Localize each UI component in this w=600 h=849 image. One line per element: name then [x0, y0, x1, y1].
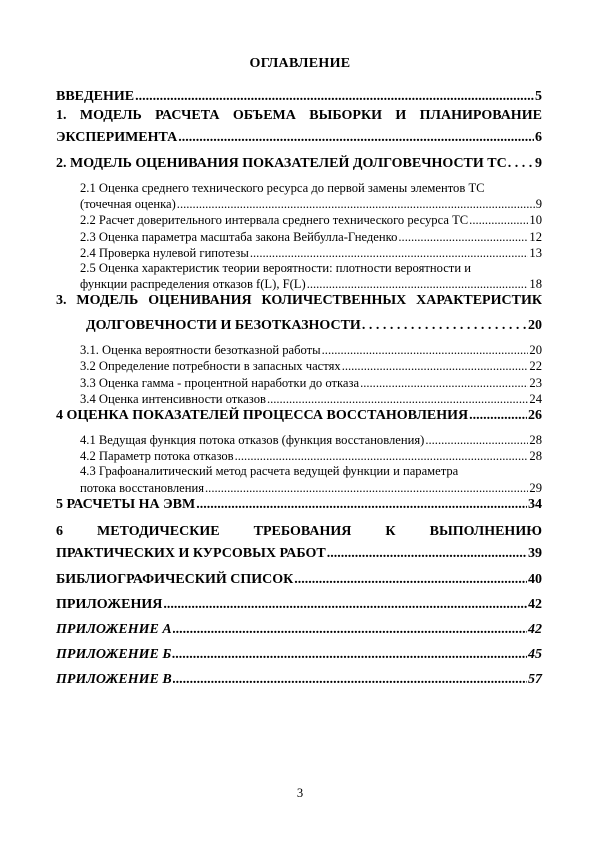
leader-dots: [163, 597, 527, 613]
leader-dots: [196, 497, 527, 513]
leader-dots: [267, 391, 528, 407]
toc-entry-2-4[interactable]: 2.4 Проверка нулевой гипотезы ..... 13: [80, 245, 542, 261]
leader-dots: [398, 229, 528, 245]
toc-entry-1[interactable]: ЭКСПЕРИМЕНТА ..... 6: [56, 130, 542, 146]
toc-entry-2-1-line1[interactable]: 2.1 Оценка среднего технического ресурса до первой замены элементов ТС: [80, 181, 485, 195]
leader-dots: [294, 572, 527, 588]
toc-entry-appendices[interactable]: ПРИЛОЖЕНИЯ ..... 42: [56, 597, 542, 613]
toc-entry-2-5[interactable]: функции распределения отказов f(L), F(L) ..... 18: [80, 276, 542, 292]
toc-entry-appendix-a[interactable]: ПРИЛОЖЕНИЕ А ..... 42: [56, 622, 542, 638]
toc-entry-3-2[interactable]: 3.2 Определение потребности в запасных частях ..... 22: [80, 358, 542, 374]
toc-entry-2-1[interactable]: (точечная оценка) ..... 9: [80, 196, 542, 212]
toc-entry-3[interactable]: ДОЛГОВЕЧНОСТИ И БЕЗОТКАЗНОСТИ . . . 20: [86, 318, 542, 334]
toc-entry-4-3-line1[interactable]: 4.3 Графоаналитический метод расчета ведущей функции и параметра: [80, 464, 459, 478]
toc-entry-4[interactable]: 4 ОЦЕНКА ПОКАЗАТЕЛЕЙ ПРОЦЕССА ВОССТАНОВЛЕНИЯ ..... 26: [56, 408, 542, 424]
leader-dots: [135, 89, 534, 105]
toc-entry-introduction[interactable]: ВВЕДЕНИЕ ..... 5: [56, 89, 542, 105]
leader-dots: [469, 408, 527, 424]
leader-dots: [177, 196, 535, 212]
toc-entry-bibliography[interactable]: БИБЛИОГРАФИЧЕСКИЙ СПИСОК ..... 40: [56, 572, 542, 588]
leader-dots: [250, 245, 529, 261]
toc-entry-4-3[interactable]: потока восстановления ..... 29: [80, 480, 542, 496]
leader-dots: [172, 647, 527, 663]
toc-entry-2-3[interactable]: 2.3 Оценка параметра масштаба закона Вейбулла-Гнеденко ..... 12: [80, 229, 542, 245]
toc-entry-3-4[interactable]: 3.4 Оценка интенсивности отказов ..... 24: [80, 391, 542, 407]
leader-dots: [173, 622, 527, 638]
toc-entry-2[interactable]: 2. МОДЕЛЬ ОЦЕНИВАНИЯ ПОКАЗАТЕЛЕЙ ДОЛГОВЕЧНОСТИ ТС . . . 9: [56, 156, 542, 172]
toc-entry-5[interactable]: 5 РАСЧЕТЫ НА ЭВМ ..... 34: [56, 497, 542, 513]
page-number: 3: [296, 786, 304, 800]
leader-dots: [508, 156, 534, 172]
toc-entry-3-1[interactable]: 3.1. Оценка вероятности безотказной работы ..... 20: [80, 342, 542, 358]
toc-entry-6[interactable]: ПРАКТИЧЕСКИХ И КУРСОВЫХ РАБОТ ..... 39: [56, 546, 542, 562]
toc-entry-3-line1[interactable]: 3. МОДЕЛЬ ОЦЕНИВАНИЯ КОЛИЧЕСТВЕННЫХ ХАРАКТЕРИСТИК: [56, 293, 542, 308]
leader-dots: [205, 480, 528, 496]
toc-entry-6-line1[interactable]: 6 МЕТОДИЧЕСКИЕ ТРЕБОВАНИЯ К ВЫПОЛНЕНИЮ: [56, 524, 542, 539]
toc-entry-2-2[interactable]: 2.2 Расчет доверительного интервала среднего технического ресурса ТС ..... 10: [80, 212, 542, 228]
toc-entry-appendix-b[interactable]: ПРИЛОЖЕНИЕ Б ..... 45: [56, 647, 542, 663]
toc-title: ОГЛАВЛЕНИЕ: [249, 56, 351, 71]
toc-entry-2-5-line1[interactable]: 2.5 Оценка характеристик теории вероятности: плотности вероятности и: [80, 261, 471, 275]
leader-dots: [322, 342, 529, 358]
toc-entry-1-line1[interactable]: 1. МОДЕЛЬ РАСЧЕТА ОБЪЕМА ВЫБОРКИ И ПЛАНИРОВАНИЕ: [56, 108, 542, 123]
leader-dots: [173, 672, 527, 688]
leader-dots: [178, 130, 534, 146]
toc-entry-4-2[interactable]: 4.2 Параметр потока отказов ..... 28: [80, 448, 542, 464]
leader-dots: [235, 448, 529, 464]
leader-dots: [307, 276, 529, 292]
leader-dots: [362, 318, 527, 334]
toc-entry-3-3[interactable]: 3.3 Оценка гамма - процентной наработки до отказа ..... 23: [80, 375, 542, 391]
leader-dots: [360, 375, 528, 391]
toc-entry-4-1[interactable]: 4.1 Ведущая функция потока отказов (функция восстановления) ..... 28: [80, 432, 542, 448]
leader-dots: [469, 212, 528, 228]
leader-dots: [425, 432, 528, 448]
toc-entry-appendix-v[interactable]: ПРИЛОЖЕНИЕ В ..... 57: [56, 672, 542, 688]
leader-dots: [342, 358, 529, 374]
leader-dots: [327, 546, 527, 562]
